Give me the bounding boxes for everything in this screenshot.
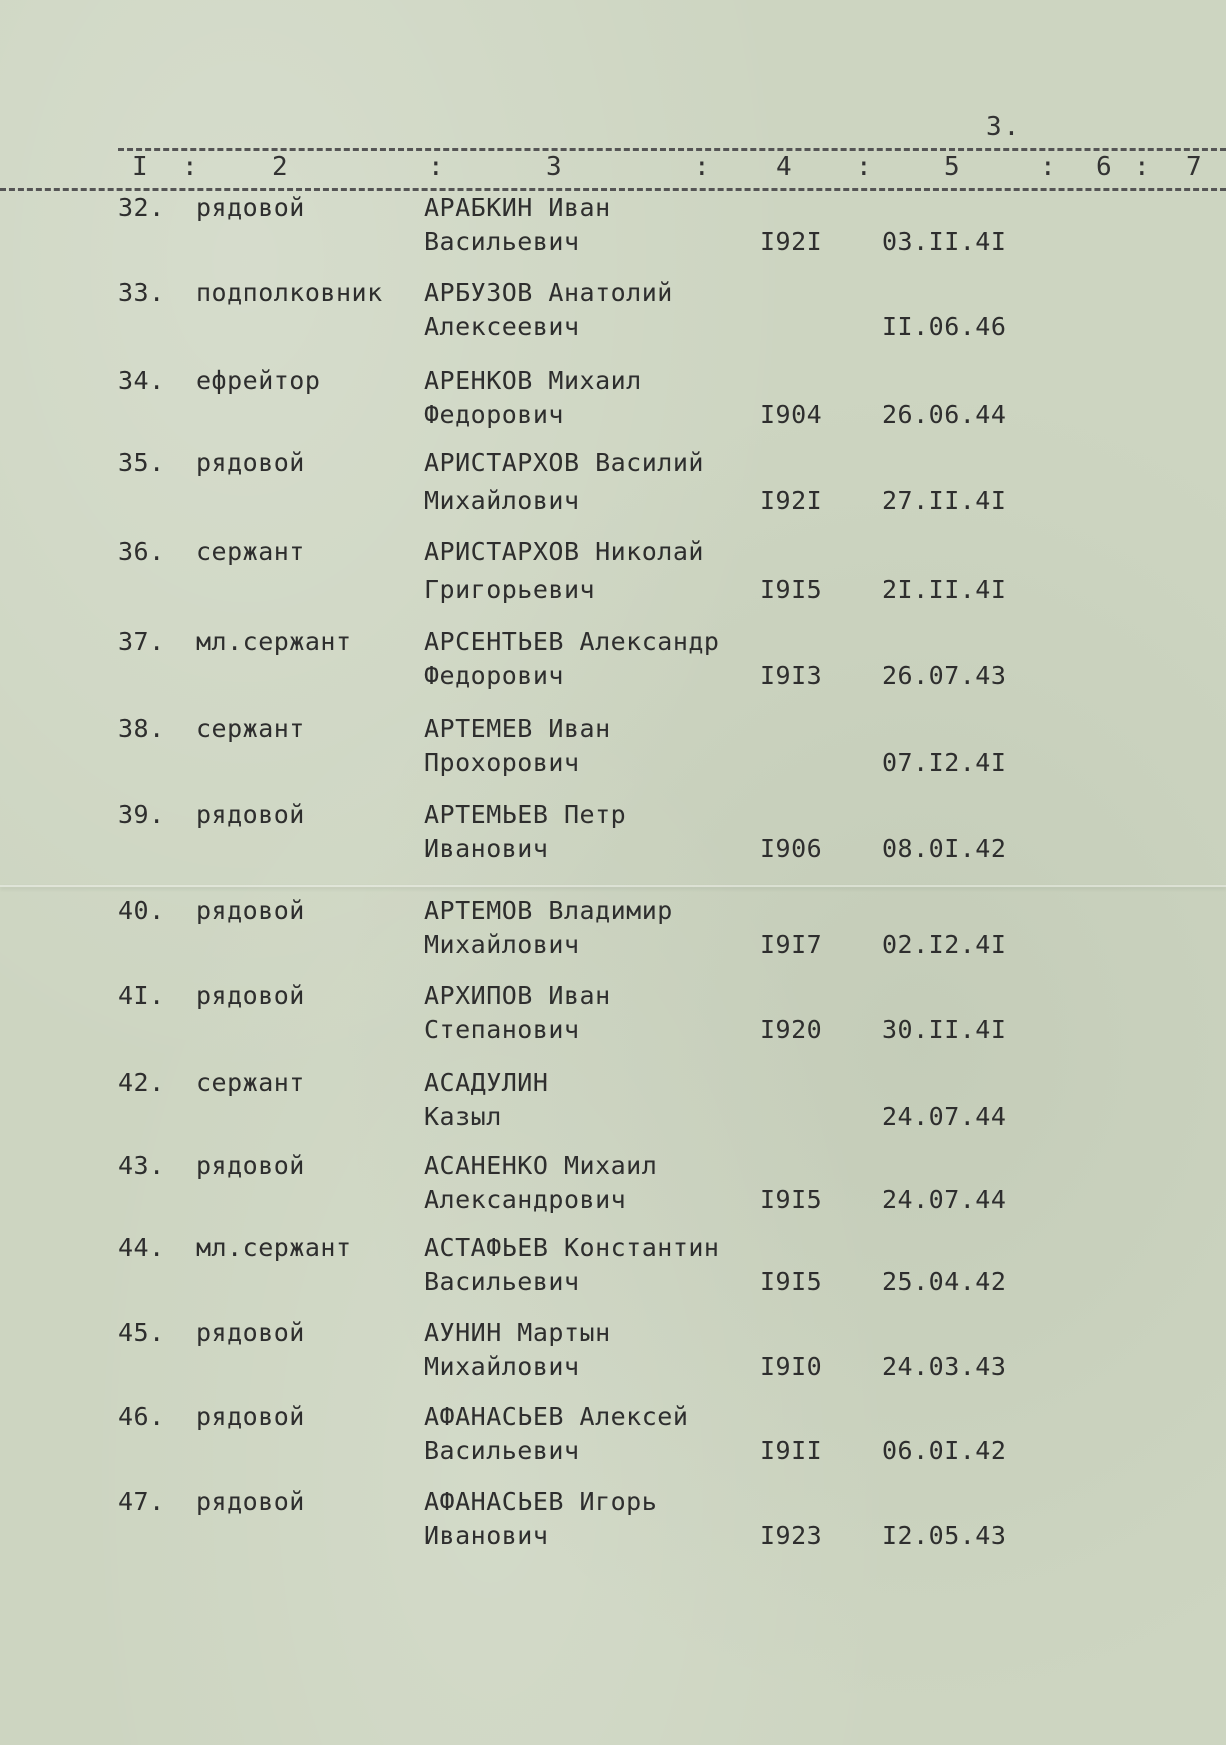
- surname-name: АУНИН Мартын: [424, 1318, 611, 1347]
- column-separator: :: [1040, 152, 1056, 182]
- rank: рядовой: [196, 896, 305, 925]
- row-number: 38.: [118, 714, 165, 743]
- row-number: 44.: [118, 1233, 165, 1262]
- patronymic: Федорович: [424, 400, 564, 429]
- rank: сержант: [196, 537, 305, 566]
- row-number: 35.: [118, 448, 165, 477]
- date: 30.II.4I: [882, 1015, 1007, 1044]
- column-number-5: 5: [944, 152, 960, 182]
- surname-name: АРБУЗОВ Анатолий: [424, 278, 673, 307]
- date: 26.06.44: [882, 400, 1007, 429]
- top-dash-rule: [118, 148, 1226, 151]
- rank: сержант: [196, 1068, 305, 1097]
- date: 07.I2.4I: [882, 748, 1007, 777]
- table-row: [0, 714, 1226, 794]
- birth-year: I92I: [760, 227, 823, 256]
- date: 25.04.42: [882, 1267, 1007, 1296]
- row-number: 39.: [118, 800, 165, 829]
- row-number: 45.: [118, 1318, 165, 1347]
- rank: рядовой: [196, 1487, 305, 1516]
- table-row: [0, 896, 1226, 976]
- surname-name: АРЕНКОВ Михаил: [424, 366, 642, 395]
- patronymic: Иванович: [424, 834, 549, 863]
- surname-name: АРТЕМОВ Владимир: [424, 896, 673, 925]
- date: 02.I2.4I: [882, 930, 1007, 959]
- surname-name: АРСЕНТЬЕВ Александр: [424, 627, 720, 656]
- date: 27.II.4I: [882, 486, 1007, 515]
- patronymic: Михайлович: [424, 1352, 580, 1381]
- patronymic: Васильевич: [424, 1267, 580, 1296]
- date: 06.0I.42: [882, 1436, 1007, 1465]
- rank: сержант: [196, 714, 305, 743]
- table-row: [0, 1318, 1226, 1398]
- surname-name: АРИСТАРХОВ Николай: [424, 537, 704, 566]
- table-row: [0, 448, 1226, 528]
- rank: рядовой: [196, 1151, 305, 1180]
- rank: подполковник: [196, 278, 383, 307]
- row-number: 4I.: [118, 981, 165, 1010]
- patronymic: Федорович: [424, 661, 564, 690]
- birth-year: I92I: [760, 486, 823, 515]
- table-row: [0, 627, 1226, 707]
- rank: рядовой: [196, 800, 305, 829]
- surname-name: АСАНЕНКО Михаил: [424, 1151, 658, 1180]
- surname-name: АРТЕМЕВ Иван: [424, 714, 611, 743]
- table-row: [0, 1402, 1226, 1482]
- surname-name: АРХИПОВ Иван: [424, 981, 611, 1010]
- surname-name: АРТЕМЬЕВ Петр: [424, 800, 627, 829]
- table-row: [0, 1233, 1226, 1313]
- birth-year: I923: [760, 1521, 823, 1550]
- column-separator: :: [1134, 152, 1150, 182]
- rank: рядовой: [196, 1318, 305, 1347]
- surname-name: АРИСТАРХОВ Василий: [424, 448, 704, 477]
- birth-year: I906: [760, 834, 823, 863]
- row-number: 46.: [118, 1402, 165, 1431]
- date: 03.II.4I: [882, 227, 1007, 256]
- column-separator: :: [856, 152, 872, 182]
- patronymic: Иванович: [424, 1521, 549, 1550]
- table-row: [0, 278, 1226, 358]
- surname-name: АФАНАСЬЕВ Алексей: [424, 1402, 689, 1431]
- birth-year: I9I5: [760, 1267, 823, 1296]
- table-row: [0, 537, 1226, 617]
- patronymic: Васильевич: [424, 1436, 580, 1465]
- column-number-2: 2: [272, 152, 288, 182]
- table-row: [0, 1487, 1226, 1567]
- table-row: [0, 800, 1226, 880]
- patronymic: Михайлович: [424, 486, 580, 515]
- birth-year: I920: [760, 1015, 823, 1044]
- rank: мл.сержант: [196, 1233, 352, 1262]
- date: 2I.II.4I: [882, 575, 1007, 604]
- row-number: 42.: [118, 1068, 165, 1097]
- patronymic: Прохорович: [424, 748, 580, 777]
- row-number: 37.: [118, 627, 165, 656]
- column-number-4: 4: [776, 152, 792, 182]
- rank: рядовой: [196, 448, 305, 477]
- row-number: 40.: [118, 896, 165, 925]
- date: 24.03.43: [882, 1352, 1007, 1381]
- date: II.06.46: [882, 312, 1007, 341]
- column-number-1: I: [132, 152, 148, 182]
- birth-year: I9II: [760, 1436, 823, 1465]
- patronymic: Александрович: [424, 1185, 627, 1214]
- row-number: 47.: [118, 1487, 165, 1516]
- rank: рядовой: [196, 981, 305, 1010]
- column-number-3: 3: [546, 152, 562, 182]
- surname-name: АФАНАСЬЕВ Игорь: [424, 1487, 658, 1516]
- table-row: [0, 1068, 1226, 1148]
- birth-year: I904: [760, 400, 823, 429]
- patronymic: Степанович: [424, 1015, 580, 1044]
- birth-year: I9I0: [760, 1352, 823, 1381]
- birth-year: I9I7: [760, 930, 823, 959]
- birth-year: I9I5: [760, 575, 823, 604]
- column-separator: :: [182, 152, 198, 182]
- column-header-row: [0, 152, 1226, 191]
- date: I2.05.43: [882, 1521, 1007, 1550]
- surname-name: АСТАФЬЕВ Константин: [424, 1233, 720, 1262]
- column-separator: :: [428, 152, 444, 182]
- surname-name: АРАБКИН Иван: [424, 193, 611, 222]
- table-row: [0, 981, 1226, 1061]
- table-row: [0, 366, 1226, 446]
- row-number: 32.: [118, 193, 165, 222]
- rank: ефрейтор: [196, 366, 321, 395]
- column-number-6: 6: [1096, 152, 1112, 182]
- row-number: 43.: [118, 1151, 165, 1180]
- date: 26.07.43: [882, 661, 1007, 690]
- column-number-7: 7: [1186, 152, 1202, 182]
- patronymic: Васильевич: [424, 227, 580, 256]
- surname-name: АСАДУЛИН: [424, 1068, 549, 1097]
- table-row: [0, 193, 1226, 273]
- patronymic: Алексеевич: [424, 312, 580, 341]
- patronymic: Михайлович: [424, 930, 580, 959]
- rank: рядовой: [196, 193, 305, 222]
- patronymic: Казыл: [424, 1102, 502, 1131]
- row-number: 36.: [118, 537, 165, 566]
- page-number: 3.: [986, 112, 1022, 142]
- rank: рядовой: [196, 1402, 305, 1431]
- patronymic: Григорьевич: [424, 575, 596, 604]
- column-separator: :: [694, 152, 710, 182]
- row-number: 34.: [118, 366, 165, 395]
- birth-year: I9I3: [760, 661, 823, 690]
- date: 24.07.44: [882, 1102, 1007, 1131]
- paper-fold: [0, 885, 1226, 887]
- date: 08.0I.42: [882, 834, 1007, 863]
- birth-year: I9I5: [760, 1185, 823, 1214]
- table-row: [0, 1151, 1226, 1231]
- row-number: 33.: [118, 278, 165, 307]
- date: 24.07.44: [882, 1185, 1007, 1214]
- rank: мл.сержант: [196, 627, 352, 656]
